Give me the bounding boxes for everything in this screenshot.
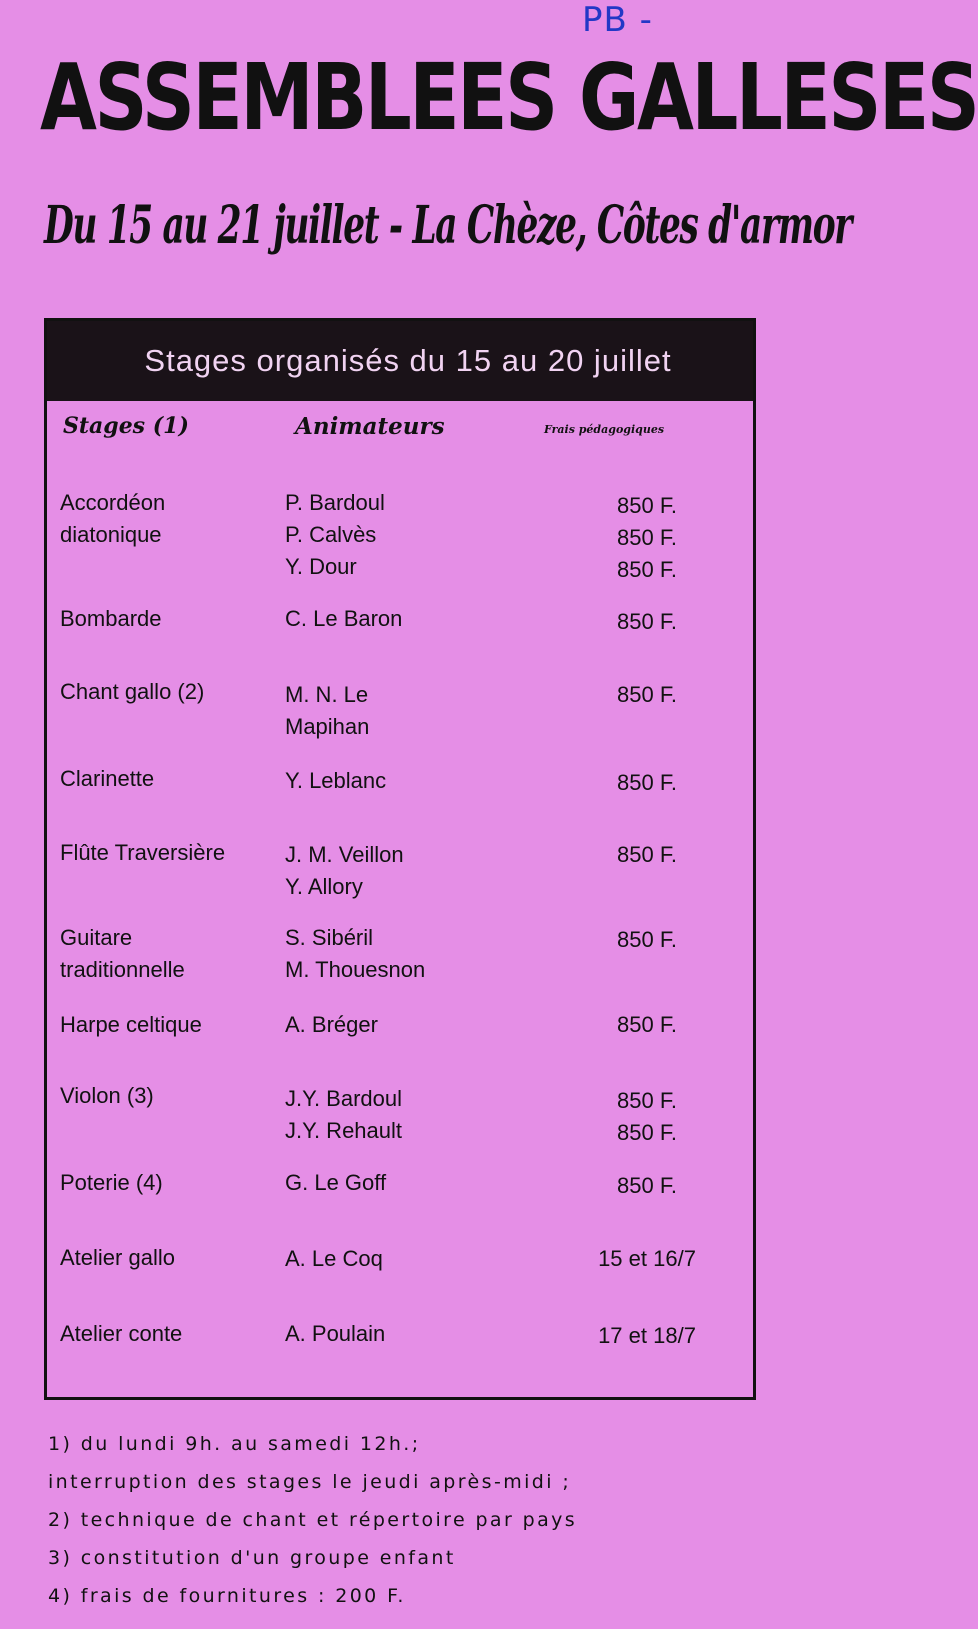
- row-animators: A. Poulain: [285, 1321, 386, 1346]
- table-header-text: Stages organisés du 15 au 20 juillet: [144, 343, 672, 378]
- row-animators: M. N. Le Mapihan: [285, 682, 370, 739]
- row-animators: J. M. Veillon Y. Allory: [285, 842, 404, 899]
- row-stage: Atelier conte: [60, 1321, 183, 1346]
- column-header-fees: Frais pédagogiques: [544, 423, 665, 436]
- row-fees: 850 F.: [617, 927, 677, 952]
- footnotes: [48, 1425, 748, 1615]
- row-stage: Accordéon diatonique: [60, 490, 166, 547]
- row-stage: Poterie (4): [60, 1170, 163, 1195]
- footnote: 2) technique de chant et répertoire par pays: [48, 1509, 578, 1531]
- footnote: 1) du lundi 9h. au samedi 12h.;: [48, 1433, 421, 1455]
- row-fees: 17 et 18/7: [598, 1323, 696, 1348]
- footnote: interruption des stages le jeudi après-midi ;: [48, 1471, 572, 1493]
- row-animators: A. Bréger: [285, 1012, 378, 1037]
- row-stage: Chant gallo (2): [60, 679, 205, 704]
- row-animators: P. Bardoul P. Calvès Y. Dour: [285, 490, 385, 579]
- row-fees: 15 et 16/7: [598, 1246, 696, 1271]
- column-header-stages: Stages (1): [63, 413, 189, 439]
- page-title: ASSEMBLEES GALLESES: [40, 44, 978, 151]
- footnote: 3) constitution d'un groupe enfant: [48, 1547, 456, 1569]
- handwritten-note: PB -: [582, 0, 653, 40]
- row-fees: 850 F.: [617, 609, 677, 634]
- row-animators: Y. Leblanc: [285, 768, 387, 793]
- row-stage: Clarinette: [60, 766, 155, 791]
- row-stage: Guitare traditionnelle: [60, 925, 185, 982]
- row-fees: 850 F.: [617, 682, 677, 707]
- row-stage: Flûte Traversière: [60, 840, 226, 865]
- row-animators: S. Sibéril M. Thouesnon: [285, 925, 426, 982]
- stages-table: [44, 318, 756, 1400]
- column-header-animators: Animateurs: [295, 413, 445, 440]
- row-fees: 850 F. 850 F. 850 F.: [617, 493, 677, 582]
- row-stage: Atelier gallo: [60, 1245, 175, 1270]
- row-stage: Violon (3): [60, 1083, 154, 1108]
- row-animators: J.Y. Bardoul J.Y. Rehault: [285, 1086, 403, 1143]
- row-stage: Bombarde: [60, 606, 162, 631]
- row-animators: G. Le Goff: [285, 1170, 387, 1195]
- row-fees: 850 F.: [617, 770, 677, 795]
- footnote: 4) frais de fournitures : 200 F.: [48, 1585, 406, 1607]
- row-animators: C. Le Baron: [285, 606, 403, 631]
- row-fees: 850 F. 850 F.: [617, 1088, 677, 1145]
- row-fees: 850 F.: [617, 1012, 677, 1037]
- page-subtitle: Du 15 au 21 juillet - La Chèze, Côtes d'armor: [44, 195, 852, 256]
- table-header-banner: [47, 321, 753, 401]
- row-stage: Harpe celtique: [60, 1012, 202, 1037]
- row-animators: A. Le Coq: [285, 1246, 383, 1271]
- row-fees: 850 F.: [617, 842, 677, 867]
- row-fees: 850 F.: [617, 1173, 677, 1198]
